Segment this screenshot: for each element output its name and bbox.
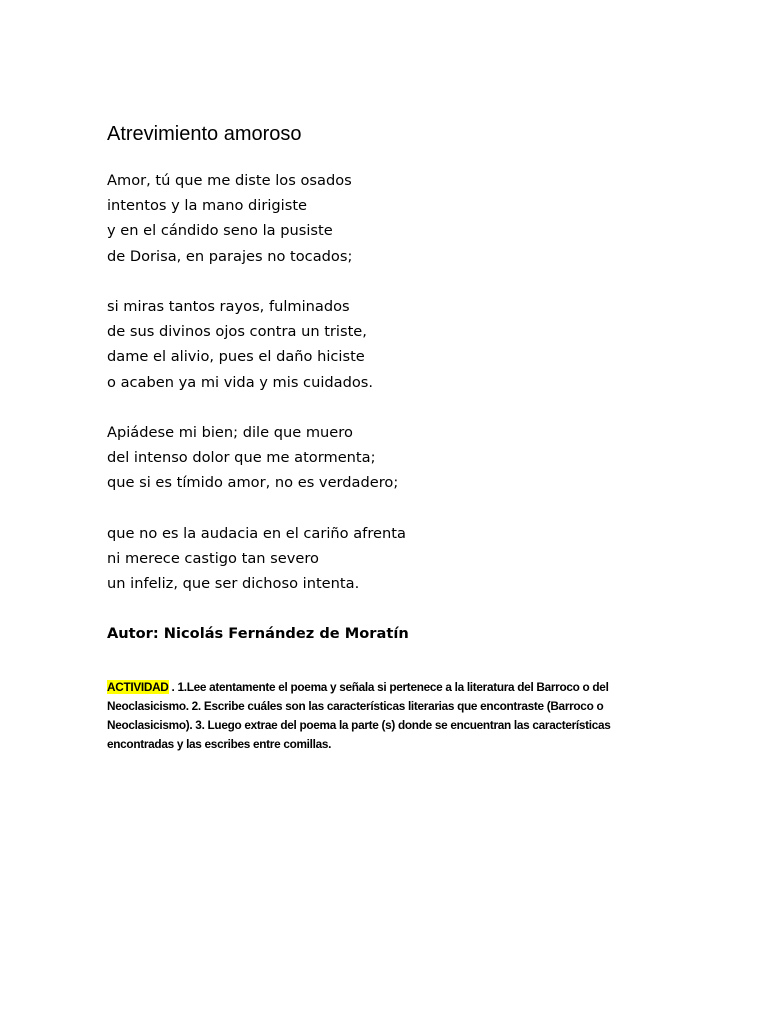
verse-line: y en el cándido seno la pusiste (107, 222, 333, 240)
verse-line: ni merece castigo tan severo (107, 549, 319, 567)
stanza (107, 168, 406, 269)
author-line: Autor: Nicolás Fernández de Moratín (107, 625, 409, 642)
verse-line: de sus divinos ojos contra un triste, (107, 323, 367, 341)
verse-line: un infeliz, que ser dichoso intenta. (107, 575, 360, 592)
activity-text: . 1.Lee atentamente el poema y señala si pertenece a la literatura del Barroco o del Neoclasicismo. 2. Escribe cuáles son las características literarias que encontraste (Barroco o Neoclasicismo). 3. Luego extrae del poema la parte (s) donde se encuentran las características encontradas y las escribes entre comillas. (107, 679, 611, 751)
verse-line: que no es la audacia en el cariño afrenta (107, 524, 406, 542)
stanza (107, 420, 406, 496)
stanza (107, 521, 406, 597)
verse-line: que si es tímido amor, no es verdadero; (107, 474, 399, 492)
activity-instructions (107, 678, 652, 754)
activity-label: ACTIVIDAD (107, 679, 169, 694)
verse-line: si miras tantos rayos, fulminados (107, 297, 350, 315)
verse-line: Apiádese mi bien; dile que muero (107, 423, 353, 441)
verse-line: del intenso dolor que me atormenta; (107, 449, 376, 467)
verse-line: Amor, tú que me diste los osados (107, 172, 352, 189)
verse-line: de Dorisa, en parajes no tocados; (107, 247, 353, 265)
poem-title: Atrevimiento amoroso (107, 123, 302, 145)
poem-body (107, 168, 406, 596)
verse-line: o acaben ya mi vida y mis cuidados. (107, 373, 374, 391)
verse-line: dame el alivio, pues el daño hiciste (107, 348, 365, 366)
stanza (107, 294, 406, 395)
verse-line: intentos y la mano dirigiste (107, 197, 308, 215)
